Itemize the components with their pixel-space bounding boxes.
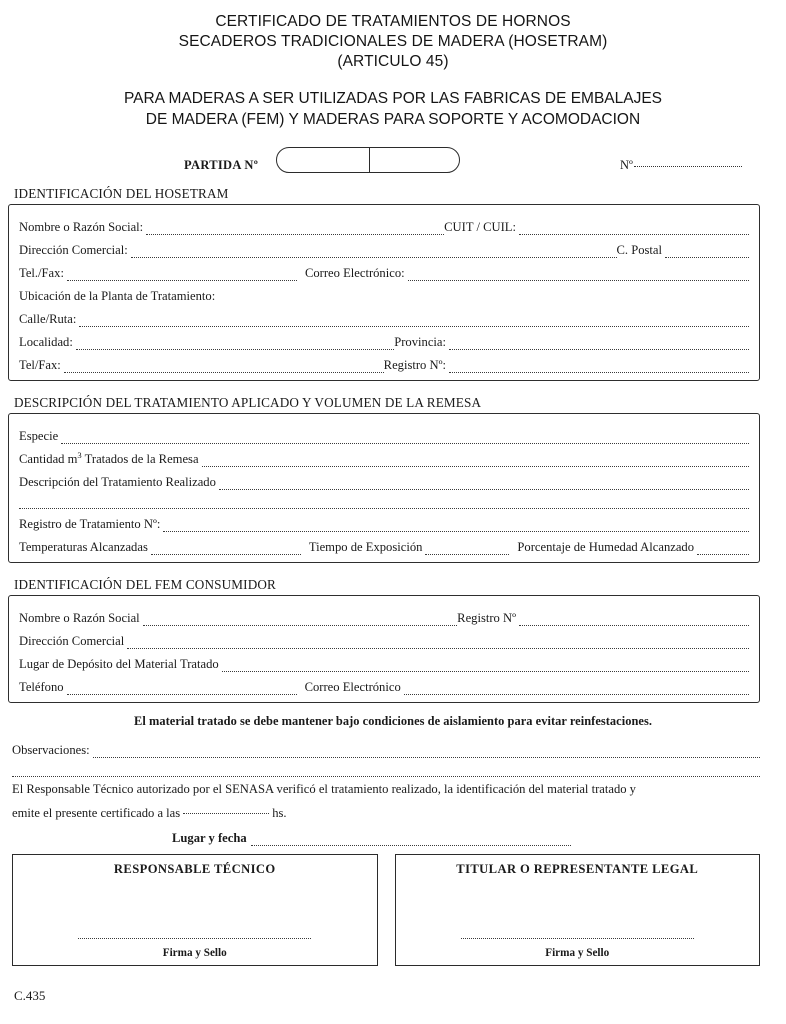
- section-hosetram-heading: IDENTIFICACIÓN DEL HOSETRAM: [14, 186, 229, 201]
- section-fem-box: [8, 595, 760, 703]
- input-descripcion-tratamiento[interactable]: [219, 478, 749, 490]
- field-row-lugar-fecha: [12, 825, 760, 846]
- label-observaciones: Observaciones:: [12, 743, 90, 757]
- input-observaciones[interactable]: [93, 746, 760, 758]
- title-line-1: CERTIFICADO DE TRATAMIENTOS DE HORNOS: [215, 13, 571, 30]
- label-fem-correo: Correo Electrónico: [304, 680, 401, 694]
- label-tiempo-exposicion: Tiempo de Exposición: [308, 540, 423, 554]
- input-tiempo-exposicion[interactable]: [425, 543, 509, 555]
- label-direccion-comercial: Dirección Comercial:: [19, 243, 128, 257]
- signature-line-titular-legal[interactable]: [461, 938, 694, 939]
- label-cantidad-superscript: 3: [77, 449, 82, 460]
- input-direccion-comercial[interactable]: [131, 246, 617, 258]
- label-provincia: Provincia:: [394, 335, 446, 349]
- input-registro-numero[interactable]: [449, 361, 749, 373]
- input-telfax[interactable]: [67, 269, 297, 281]
- isolation-notice: El material tratado se debe mantener bajo condiciones de aislamiento para evitar reinfestaciones.: [134, 714, 652, 728]
- input-lugar-fecha[interactable]: [251, 834, 571, 846]
- input-porcentaje-humedad[interactable]: [697, 543, 749, 555]
- label-fem-registro: Registro Nº: [457, 611, 516, 625]
- input-fem-nombre[interactable]: [143, 614, 458, 626]
- label-cuit-cuil: CUIT / CUIL:: [444, 220, 516, 234]
- title-line-3: (ARTICULO 45): [337, 53, 449, 70]
- field-row-descripcion-continuation: [19, 490, 749, 509]
- field-row-observaciones: [12, 735, 760, 758]
- label-fem-nombre: Nombre o Razón Social: [19, 611, 140, 625]
- field-row-observaciones-line2: [12, 758, 760, 777]
- signature-title-responsable-tecnico: RESPONSABLE TÉCNICO: [113, 862, 276, 876]
- input-correo-electronico[interactable]: [408, 269, 749, 281]
- input-cuit-cuil[interactable]: [519, 223, 749, 235]
- partida-row: [0, 146, 786, 186]
- field-row-ubicacion-planta: [19, 281, 749, 304]
- field-row-fem-lugar-deposito: [19, 649, 749, 672]
- label-telfax-2: Tel/Fax:: [19, 358, 61, 372]
- numero-field: [620, 158, 742, 173]
- field-row-especie: [19, 421, 749, 444]
- section-tratamiento: [0, 381, 786, 563]
- subtitle-line-1: PARA MADERAS A SER UTILIZADAS POR LAS FABRICAS DE EMBALAJES: [123, 90, 663, 107]
- label-telfax: Tel./Fax:: [19, 266, 64, 280]
- partida-box-divider: [369, 148, 370, 172]
- label-calle-ruta: Calle/Ruta:: [19, 312, 77, 326]
- field-row-nombre-razon-social: [19, 212, 749, 235]
- document-title: [0, 0, 786, 72]
- field-row-cantidad-m3: [19, 444, 749, 467]
- section-fem-heading: IDENTIFICACIÓN DEL FEM CONSUMIDOR: [14, 577, 276, 592]
- declaration-line-2: [12, 801, 760, 825]
- signature-caption-responsable-tecnico: Firma y Sello: [162, 947, 227, 959]
- field-row-fem-direccion: [19, 626, 749, 649]
- field-row-calle-ruta: [19, 304, 749, 327]
- label-temperaturas-alcanzadas: Temperaturas Alcanzadas: [19, 540, 148, 554]
- label-cantidad-m3: [19, 449, 202, 467]
- input-calle-ruta[interactable]: [79, 315, 749, 327]
- label-especie: Especie: [19, 429, 59, 443]
- field-row-medidas: [19, 532, 749, 555]
- input-cantidad-m3[interactable]: [202, 455, 749, 467]
- field-row-direccion-comercial: [19, 235, 749, 258]
- free-text-area: [0, 731, 786, 846]
- input-nombre-razon-social[interactable]: [146, 223, 444, 235]
- ubicacion-planta-spacer: [218, 293, 749, 304]
- signature-box-responsable-tecnico[interactable]: [12, 854, 378, 966]
- numero-label: Nº: [620, 158, 633, 172]
- signature-caption-titular-legal: Firma y Sello: [545, 947, 610, 959]
- input-hora-emision[interactable]: [183, 813, 269, 814]
- input-fem-telefono[interactable]: [67, 683, 297, 695]
- label-lugar-fecha: Lugar y fecha: [172, 831, 247, 845]
- input-fem-direccion[interactable]: [127, 637, 749, 649]
- declaration-line-1: El Responsable Técnico autorizado por el SENASA verificó el tratamiento realizado, la identificación del material tratado y: [12, 782, 636, 796]
- input-codigo-postal[interactable]: [665, 246, 749, 258]
- declaration-suffix: hs.: [272, 806, 287, 820]
- input-fem-lugar-deposito[interactable]: [222, 660, 749, 672]
- input-localidad[interactable]: [76, 338, 394, 350]
- signature-box-titular-legal[interactable]: [395, 854, 761, 966]
- input-descripcion-continuation[interactable]: [19, 497, 749, 509]
- input-fem-registro[interactable]: [519, 614, 749, 626]
- input-fem-correo[interactable]: [404, 683, 749, 695]
- label-ubicacion-planta: Ubicación de la Planta de Tratamiento:: [19, 289, 216, 303]
- field-row-telfax-2: [19, 350, 749, 373]
- input-provincia[interactable]: [449, 338, 749, 350]
- label-cantidad-prefix: Cantidad m: [19, 452, 78, 466]
- section-hosetram-box: [8, 204, 760, 381]
- signature-line-responsable-tecnico[interactable]: [78, 938, 311, 939]
- field-row-telfax: [19, 258, 749, 281]
- field-row-registro-tratamiento: [19, 509, 749, 532]
- input-telfax-2[interactable]: [64, 361, 384, 373]
- partida-label: PARTIDA Nº: [184, 158, 259, 172]
- input-registro-tratamiento[interactable]: [163, 520, 749, 532]
- input-especie[interactable]: [61, 432, 749, 444]
- document-subtitle: [0, 72, 786, 130]
- field-row-fem-telefono: [19, 672, 749, 695]
- label-registro-numero: Registro Nº:: [383, 358, 446, 372]
- document-code: C.435: [14, 988, 46, 1003]
- input-observaciones-line2[interactable]: [12, 765, 760, 777]
- label-fem-telefono: Teléfono: [19, 680, 64, 694]
- numero-input[interactable]: [634, 166, 742, 167]
- label-fem-lugar-deposito: Lugar de Depósito del Material Tratado: [19, 657, 219, 671]
- label-porcentaje-humedad: Porcentaje de Humedad Alcanzado: [517, 540, 695, 554]
- field-row-fem-nombre: [19, 603, 749, 626]
- section-hosetram: [0, 186, 786, 381]
- label-descripcion-tratamiento: Descripción del Tratamiento Realizado: [19, 475, 216, 489]
- label-cantidad-suffix: Tratados de la Remesa: [81, 452, 199, 466]
- label-localidad: Localidad:: [19, 335, 73, 349]
- field-row-descripcion-tratamiento: [19, 467, 749, 490]
- title-line-2: SECADEROS TRADICIONALES DE MADERA (HOSETRAM): [178, 33, 608, 50]
- input-temperaturas-alcanzadas[interactable]: [151, 543, 301, 555]
- label-fem-direccion: Dirección Comercial: [19, 634, 125, 648]
- signature-row: [0, 846, 786, 966]
- partida-number-box[interactable]: [276, 147, 460, 173]
- label-registro-tratamiento: Registro de Tratamiento Nº:: [19, 517, 161, 531]
- section-tratamiento-heading: DESCRIPCIÓN DEL TRATAMIENTO APLICADO Y VOLUMEN DE LA REMESA: [14, 395, 482, 410]
- subtitle-line-2: DE MADERA (FEM) Y MADERAS PARA SOPORTE Y ACOMODACION: [145, 111, 641, 128]
- label-nombre-razon-social: Nombre o Razón Social:: [19, 220, 144, 234]
- section-fem: [0, 563, 786, 703]
- label-codigo-postal: C. Postal: [616, 243, 662, 257]
- label-correo-electronico: Correo Electrónico:: [304, 266, 405, 280]
- declaration-prefix: emite el presente certificado a las: [12, 806, 181, 820]
- signature-title-titular-legal: TITULAR O REPRESENTANTE LEGAL: [456, 862, 699, 876]
- field-row-localidad: [19, 327, 749, 350]
- section-tratamiento-box: [8, 413, 760, 563]
